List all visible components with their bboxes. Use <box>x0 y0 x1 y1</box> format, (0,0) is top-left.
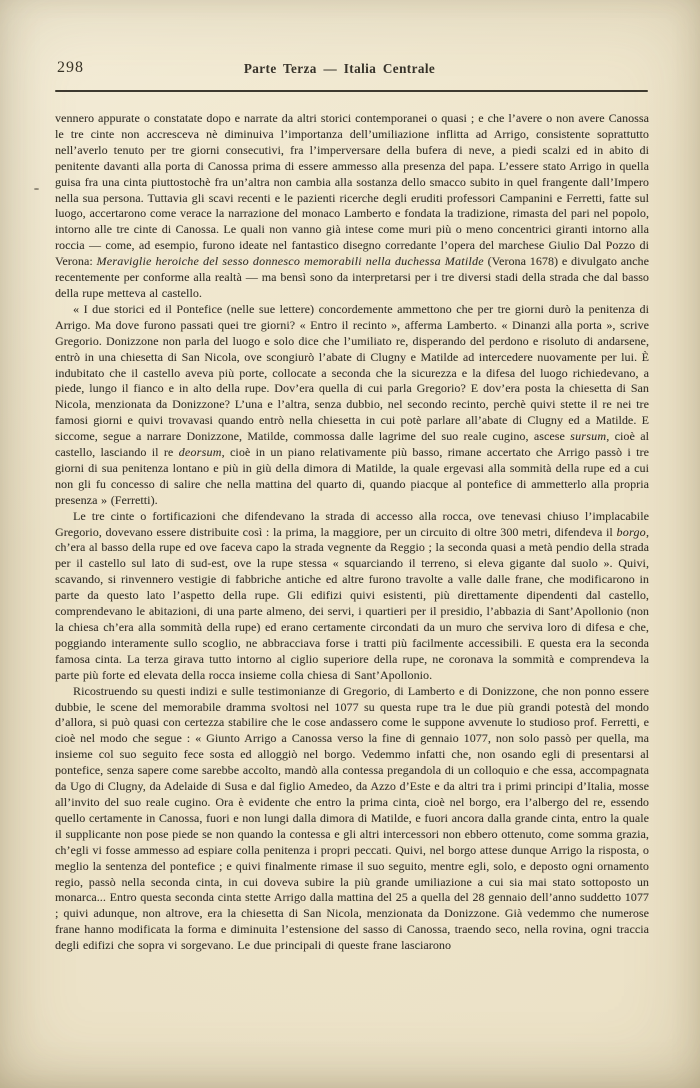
ink-speck <box>34 188 39 190</box>
paragraph-4: Ricostruendo su questi indizi e sulle testimonianze di Gregorio, di Lamberto e di Donizzone, che non ponno essere dubbie, le scene del memorabile dramma svoltosi nel 1077 su questa rupe tra le due più grandi potestà del mondo d’allora, si può quasi con certezza stabilire che le cose andassero come le suppone avvenute lo studioso prof. Ferretti, e cioè nel modo che segue : « Giunto Arrigo a Canossa verso la fine di gennaio 1077, non solo passò per quella, ma insieme col suo seguito fece sosta ed alloggiò nel borgo. Vedemmo infatti che, non osando egli di presentarsi al pontefice, senza sapere come sarebbe accolto, mandò alla contessa pregandola di un colloquio e che essa, accompagnata da Ugo di Clugny, da Adelaide di Susa e dal figlio Amedeo, da Azzo d’Este e da altri tra i primi principi d’Italia, mosse all’invito del suo reale cugino. Ora è evidente che entro la prima cinta, cioè nel borgo, era l’albergo del re, essendo quello certamente in Canossa, fuori e non lungi dalla dimora di Matilde, e fuori ancora dalla grande cinta, entro la quale il supplicante non pose piede se non quando la contessa e gli altri intercessori non ebbero ottenuto, come somma grazia, ch’egli vi fosse ammesso ad espiare colla penitenza i propri peccati. Quivi, nel borgo attese dunque Arrigo la risposta, o meglio la sentenza del pontefice ; e quivi finalmente rimase il suo seguito, mentre egli, solo, e deposto ogni ornamento regio, passò nella seconda cinta, in cui doveva subire la più grande umiliazione a cui sia mai stato sottoposto un monarca... Entro questa seconda cinta stette Arrigo dalla mattina del 25 a quella del 28 gennaio dell’anno suddetto 1077 ; quivi adunque, non altrove, era la chiesetta di San Nicola, menzionata da Donizzone. Già vedemmo che numerose frane hanno modificata la forma e diminuita l’estensione del sasso di Canossa, traendo seco, nella rovina, ogni traccia degli edifizi che sopra vi sorgevano. Le due principali di queste frane lasciarono <box>55 683 649 953</box>
header-title: Parte Terza — Italia Centrale <box>243 61 436 76</box>
paragraph-2: « I due storici ed il Pontefice (nelle sue lettere) concordemente ammettono che per tre giorni durò la penitenza di Arrigo. Ma dove furono passati quei tre giorni? « Entro il recinto », afferma Lamberto. « Dinanzi alla porta », scrive Gregorio. Donizzone non parla del luogo e solo dice che l’umiliato re, disperando del perdono e risoluto di andarsene, entrò in una chiesetta di San Nicola, ove scongiurò l’abate di Clugny e Matilde ad intercedere nuovamente per lui. È indubitato che il castello aveva più porte, collocate a seconda che la sicurezza e la difesa del luogo richiedevano, a piede, lungo il fianco e in alto della rupe. Dov’era quella di cui parla Gregorio? E dov’era posta la chiesetta di San Nicola, menzionata da Donizzone? L’una e l’altra, senza dubbio, nel secondo recinto, perchè quivi stette il re nei tre famosi giorni e quivi trovavasi quando entrò nella chiesetta in cui potè parlare all’abate di Clugny ed a Matilde. E siccome, segue a narrare Donizzone, Matilde, commossa dalle lagrime del suo reale cugino, ascese sursum, cioè al castello, lasciando il re deorsum, cioè in un piano relativamente più basso, rimane accertato che Arrigo passò i tre giorni di sua penitenza lontano e più in giù della dimora di Matilde, la quale ergevasi alla sommità della rupe ed a cui non gli fu concesso di salire che nella mattina del quarto di, quando piacque al pontefice di ammetterlo alla propria presenza » (Ferretti). <box>55 301 649 507</box>
running-head <box>55 58 648 80</box>
body-text <box>55 111 649 1041</box>
paragraph-1: vennero appurate o constatate dopo e narrate da altri storici contemporanei o quasi ; e che l’avere o non avere Canossa le tre cinte non accresceva nè diminuiva l’importanza dell’umiliazione inflitta ad Arrigo, consistente soprattutto nell’averlo tenuto per tre giorni consecutivi, fra l’imperversare della bufera di neve, a piedi scalzi ed in abito di penitente davanti alla porta di Canossa prima di essere ammesso alla presenza del papa. L’essere stato Arrigo in quella guisa fra una cinta piuttostochè fra un’altra non cambia alla sostanza dello smacco subito in quel frangente dall’Impero nella sua persona. Tuttavia gli scavi recenti e le pazienti ricerche degli eruditi professori Campanini e Ferretti, fatte sul luogo, accertarono come verace la narrazione del monaco Lamberto e fondata la tradizione, rimasta del pari nel popolo, intorno alle tre cinte di Canossa. Le quali non vanno già intese come muri più o meno concentrici giranti intorno alla roccia — come, ad esempio, furono ideate nel fantastico disegno corredante l’opera del marchese Giulio Dal Pozzo di Verona: Meraviglie heroiche del sesso donnesco memorabili nella duchessa Matilde (Verona 1678) e divulgato anche recentemente per conforme alla realtà — ma bensì sono da interpretarsi per i tre diversi stadi della strada che dal basso della rupe metteva al castello. <box>55 111 649 300</box>
page-number: 298 <box>57 59 84 76</box>
header-rule <box>55 90 648 92</box>
paragraph-3: Le tre cinte o fortificazioni che difendevano la strada di accesso alla rocca, ove tenevasi chiuso l’implacabile Gregorio, dovevano essere distribuite così : la prima, la maggiore, per un circuito di oltre 300 metri, difendeva il borgo, ch’era al basso della rupe ed ove faceva capo la strada vegnente da Reggio ; la seconda quasi a metà pendio della strada per il castello sul lato di sud-est, ove la rupe stessa « squarciando il terreno, si eleva gigante dal suolo ». Quivi, scavando, si rinvennero vestigie di fabbriche antiche ed altre furono travolte a valle dalle frane, che modificarono in parte da questo lato l’aspetto della rupe. Gli edifizi quivi esistenti, più direttamente dipendenti dal castello, comprendevano le abitazioni, di una parte almeno, dei servi, i quartieri per il presidio, l’abbazia di Sant’Apollonio (non la chiesa ch’era alla sommità della rupe) ed erano certamente circondati da un muro che serviva loro di difesa e che, poggiando interamente sullo scoglio, ne abbracciava forse i tratti più facilmente accessibili. E questa era la seconda famosa cinta. La terza girava tutto intorno al ciglio superiore della rupe, ne coronava la sommità e comprendeva la parte più forte ed elevata della rocca insieme colla chiesa di Sant’Apollonio. <box>55 508 649 682</box>
